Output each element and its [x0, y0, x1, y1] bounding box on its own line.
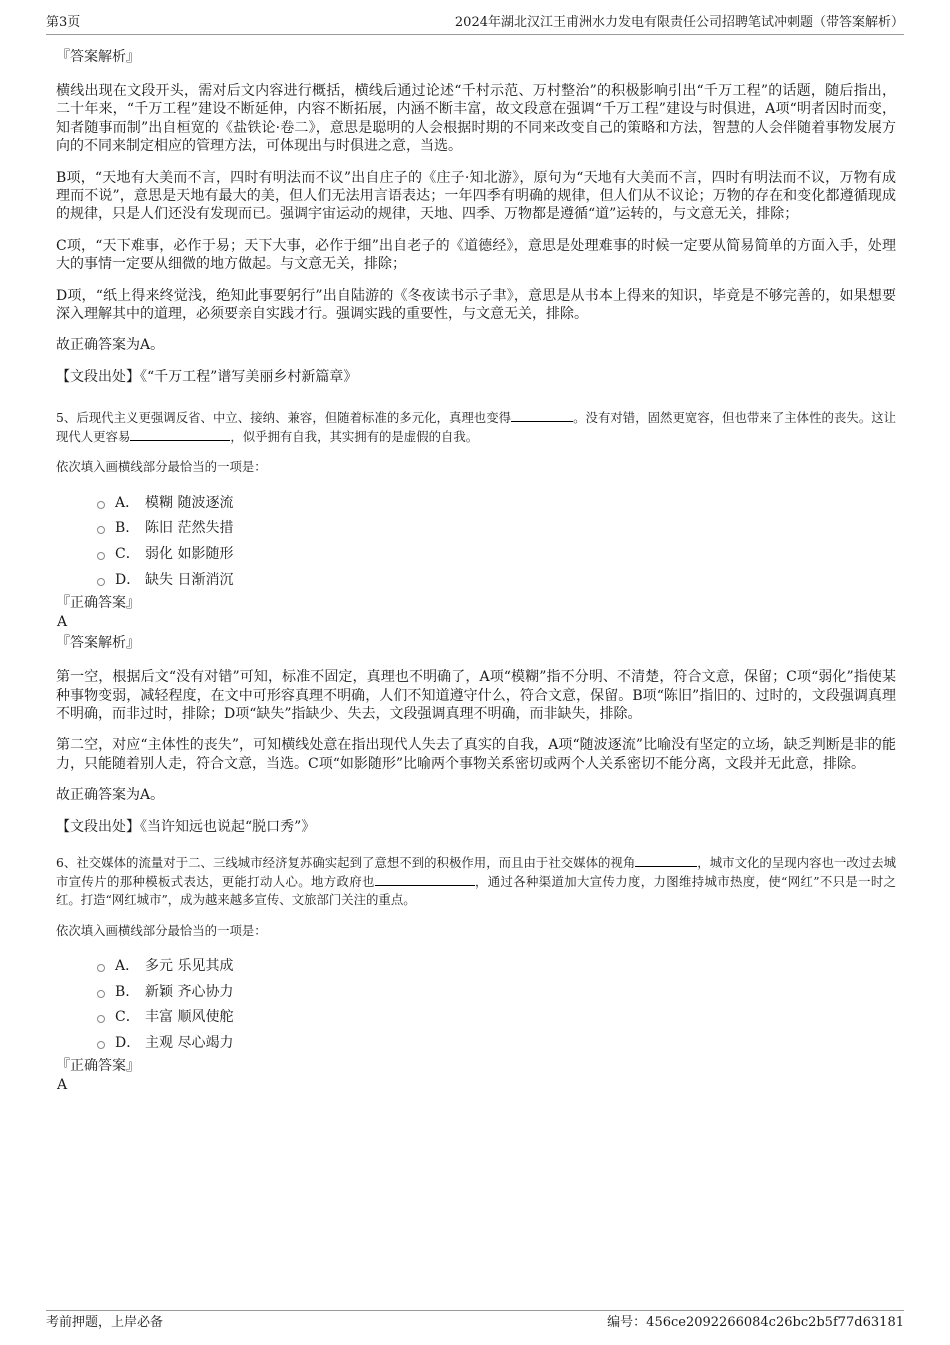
- page-number: 第3页: [46, 15, 81, 30]
- option-list: [56, 491, 896, 593]
- document-title: 2024年湖北汉江王甫洲水力发电有限责任公司招聘笔试冲刺题（带答案解析）: [454, 15, 904, 30]
- analysis-paragraph: 第一空，根据后文“没有对错”可知，标准不固定，真理也不明确了，A项“模糊”指不分明、不清楚，符合文意，保留；C项“弱化”指使某种事物变弱，减轻程度，在文中可形容真理不明确，人们不知道遵守什么，符合文意，保留。B项“陈旧”指旧的、过时的，文段强调真理不明确，而非过时，排除；D项“缺失”指缺少、失去，文段强调真理不明确，而非缺失，排除。: [56, 669, 896, 722]
- analysis-label: 『答案解析』: [56, 49, 140, 65]
- footer-slogan: 考前押题，上岸必备: [46, 1315, 164, 1330]
- radio-button[interactable]: [97, 501, 105, 509]
- question-prompt: 依次填入画横线部分最恰当的一项是：: [56, 922, 267, 938]
- question-5-stem: 5、后现代主义更强调反省、中立、接纳、兼容，但随着标准的多元化，真理也变得 。没有对错，固然更宽容，但也带来了主体性的丧失。这让现代人更容易 ，似乎拥有自我，其实拥有的是虚假的自我。: [56, 410, 897, 444]
- question-6-stem: 6、社交媒体的流量对于二、三线城市经济复苏确实起到了意想不到的积极作用，而且由于社交媒体的视角 ，城市文化的呈现内容也一改过去城市宣传片的那种模板式表达，更能打动人心。地方政府也 ，通过各种渠道加大宣传力度，力图维持城市热度，使“网红”不只是一时之红。打造“网红城市”，成为越来越多宣传、文旅部门关注的重点。: [56, 855, 897, 907]
- fill-blank: [130, 428, 230, 441]
- radio-button[interactable]: [97, 552, 105, 560]
- radio-button[interactable]: [97, 1041, 105, 1049]
- page-footer: [46, 1310, 904, 1333]
- document-id: 编号：456ce2092266084c26bc2b5f77d63181: [607, 1315, 904, 1330]
- option-b[interactable]: B. 新颖 齐心协力: [56, 980, 896, 1006]
- option-c[interactable]: C． 丰富 顺风使舵: [56, 1005, 896, 1031]
- option-d[interactable]: D． 主观 尽心竭力: [56, 1031, 896, 1057]
- page-content: [56, 46, 896, 1094]
- page-header: [46, 14, 904, 35]
- question-prompt: 依次填入画横线部分最恰当的一项是：: [56, 459, 267, 475]
- option-a[interactable]: A． 多元 乐见其成: [56, 954, 896, 980]
- option-d[interactable]: D． 缺失 日渐消沉: [56, 568, 896, 594]
- option-c[interactable]: C． 弱化 如影随形: [56, 542, 896, 568]
- option-b[interactable]: B. 陈旧 茫然失措: [56, 516, 896, 542]
- option-a[interactable]: A． 模糊 随波逐流: [56, 491, 896, 517]
- radio-button[interactable]: [97, 964, 105, 972]
- analysis-paragraph: B项，“天地有大美而不言，四时有明法而不议”出自庄子的《庄子·知北游》，原句为“天地有大美而不言，四时有明法而不议，万物有成理而不说”，意思是天地有最大的美，但人们无法用言语表达；一年四季有明确的规律，但人们从不议论；万物的存在和变化都遵循现成的规律，只是人们还没有发现而已。强调宇宙运动的规律，天地、四季、万物都是遵循“道”运转的，与文意无关，排除；: [56, 169, 896, 223]
- question-number: 5、: [56, 410, 77, 426]
- radio-button[interactable]: [97, 526, 105, 534]
- answer-label: 『正确答案』: [56, 1058, 140, 1075]
- answer-value: A: [57, 614, 68, 631]
- radio-button[interactable]: [97, 990, 105, 998]
- radio-button[interactable]: [97, 1015, 105, 1023]
- analysis-paragraph: C项，“天下难事，必作于易；天下大事，必作于细”出自老子的《道德经》，意思是处理难事的时候一定要从简易简单的方面入手，处理大的事情一定要从细微的地方做起。与文意无关，排除；: [56, 237, 896, 273]
- conclusion: 故正确答案为A。: [56, 787, 165, 804]
- fill-blank: [511, 409, 573, 422]
- option-list: [56, 954, 896, 1056]
- fill-blank: [635, 854, 697, 867]
- analysis-paragraph: 横线出现在文段开头，需对后文内容进行概括，横线后通过论述“千村示范、万村整治”的积极影响引出“千万工程”的话题，随后指出，二十年来，“千万工程”建设不断延伸，内容不断拓展，内涵不断丰富，故文段意在强调“千万工程”建设与时俱进，A项“明者因时而变，知者随事而制”出自桓宽的《盐铁论·卷二》，意思是聪明的人会根据时期的不同来改变自己的策略和方法，智慧的人会伴随着事物发展方向的不同来制定相应的管理方法，可体现出与时俱进之意，当选。: [56, 83, 896, 155]
- analysis-label: 『答案解析』: [56, 635, 140, 652]
- analysis-paragraph: 第二空，对应“主体性的丧失”，可知横线处意在指出现代人失去了真实的自我，A项“随波逐流”比喻没有坚定的立场，缺乏判断是非的能力，只能随着别人走，符合文意，当选。C项“如影随形”比喻两个事物关系密切或两个人关系密切不能分离，文段并无此意，排除。: [56, 737, 896, 772]
- analysis-paragraph: D项，“纸上得来终觉浅，绝知此事要躬行”出自陆游的《冬夜读书示子聿》，意思是从书本上得来的知识，毕竟是不够完善的，如果想要深入理解其中的道理，必须要亲自实践才行。强调实践的重要性，与文意无关，排除。: [56, 287, 896, 323]
- fill-blank: [375, 873, 475, 886]
- answer-value: A: [57, 1077, 68, 1094]
- conclusion: 故正确答案为A。: [56, 337, 165, 354]
- radio-button[interactable]: [97, 578, 105, 586]
- answer-label: 『正确答案』: [56, 595, 140, 612]
- source-citation: 【文段出处】《“千万工程”谱写美丽乡村新篇章》: [56, 368, 358, 385]
- question-number: 6、: [56, 855, 77, 870]
- source-citation: 【文段出处】《当许知远也说起“脱口秀”》: [56, 818, 316, 835]
